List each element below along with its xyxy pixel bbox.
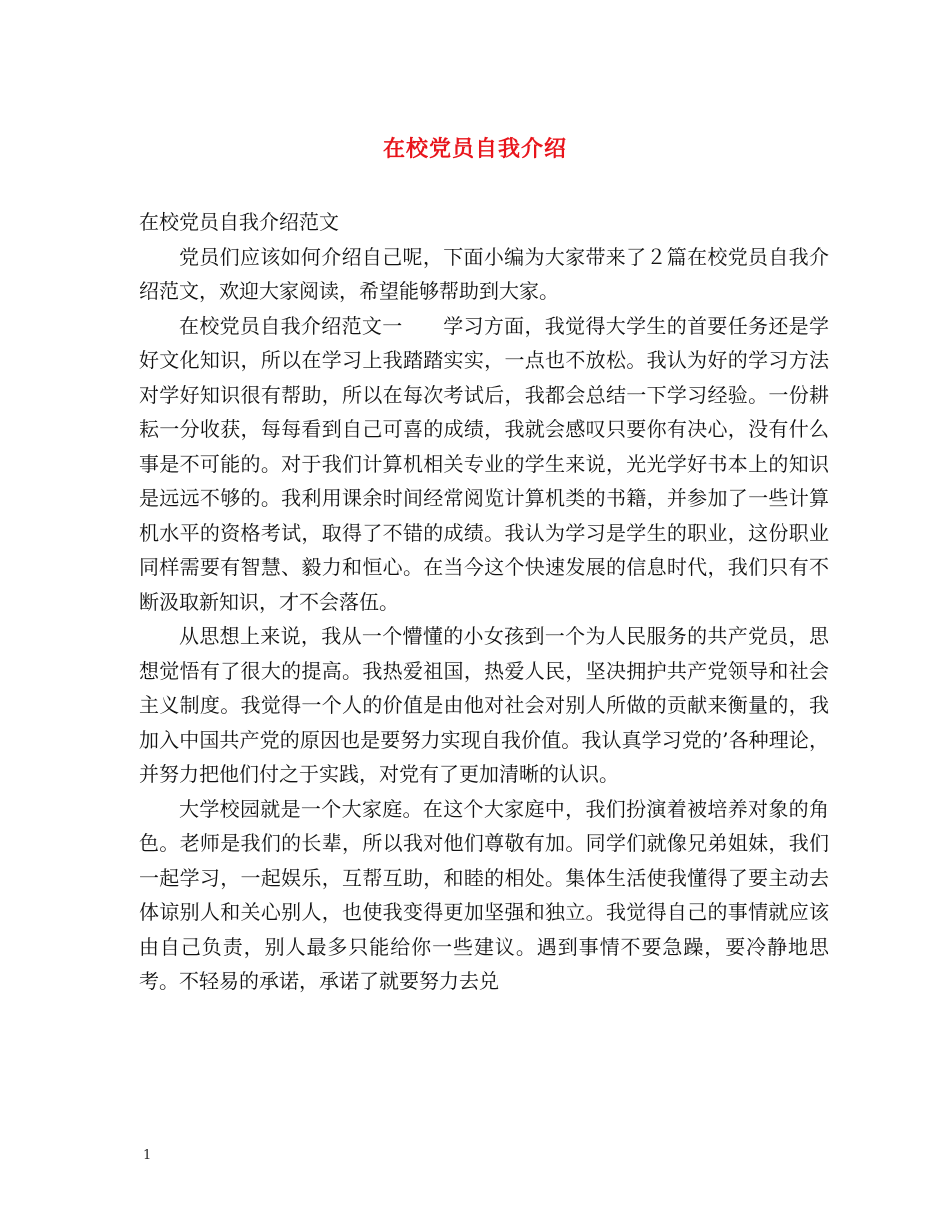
paragraph-intro: 党员们应该如何介绍自己呢，下面小编为大家带来了２篇在校党员自我介绍范文，欢迎大家阅读，希望能够帮助到大家。: [139, 244, 829, 303]
document-subtitle: 在校党员自我介绍范文: [139, 210, 339, 234]
document-body: [139, 205, 829, 999]
paragraph-thought: 从思想上来说，我从一个懵懂的小女孩到一个为人民服务的共产党员，思想觉悟有了很大的提高。我热爱祖国，热爱人民，坚决拥护共产党领导和社会主义制度。我觉得一个人的价值是由他对社会对别人所做的贡献来衡量的，我加入中国共产党的原因也是要努力实现自我价值。我认真学习党的’各种理论，并努力把他们付之于实践，对党有了更加清晰的认识。: [139, 624, 829, 786]
document-title: 在校党员自我介绍: [382, 136, 567, 162]
paragraph-campus: 大学校园就是一个大家庭。在这个大家庭中，我们扮演着被培养对象的角色。老师是我们的长辈，所以我对他们尊敬有加。同学们就像兄弟姐妹，我们一起学习，一起娱乐，互帮互助，和睦的相处。集体生活使我懂得了要主动去体谅别人和关心别人，也使我变得更加坚强和独立。我觉得自己的事情就应该由自己负责，别人最多只能给你一些建议。遇到事情不要急躁，要冷静地思考。不轻易的承诺，承诺了就要努力去兑: [139, 796, 829, 993]
page-number: 1: [143, 1148, 152, 1163]
paragraph-study: 在校党员自我介绍范文一 学习方面，我觉得大学生的首要任务还是学好文化知识，所以在学习上我踏踏实实，一点也不放松。我认为好的学习方法对学好知识很有帮助，所以在每次考试后，我都会总结一下学习经验。一份耕耘一分收获，每每看到自己可喜的成绩，我就会感叹只要你有决心，没有什么事是不可能的。对于我们计算机相关专业的学生来说，光光学好书本上的知识是远远不够的。我利用课余时间经常阅览计算机类的书籍，并参加了一些计算机水平的资格考试，取得了不错的成绩。我认为学习是学生的职业，这份职业同样需要有智慧、毅力和恒心。在当今这个快速发展的信息时代，我们只有不断汲取新知识，才不会落伍。: [139, 313, 829, 614]
